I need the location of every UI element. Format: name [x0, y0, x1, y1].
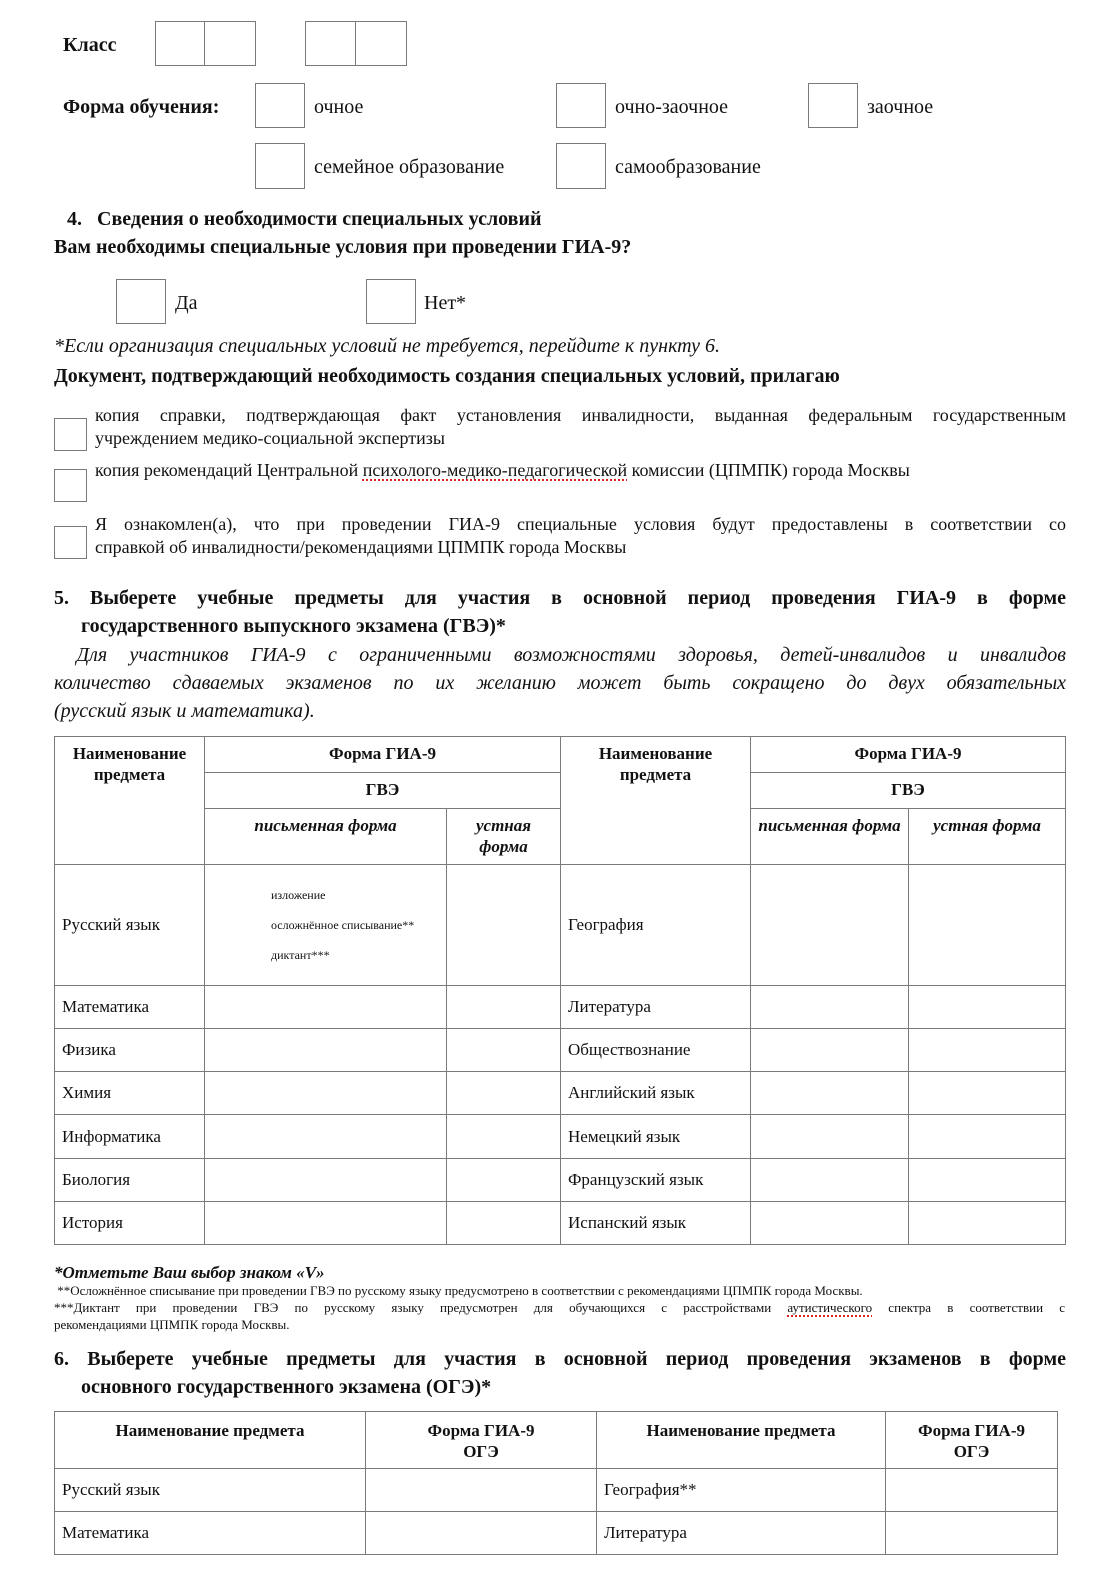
study-form-extramural-label: заочное [867, 96, 934, 118]
class-digit-1-box[interactable] [155, 21, 206, 66]
russian-option-complicated-copying[interactable]: осложнённое списывание** [271, 918, 415, 932]
section4-note: *Если организация специальных условий не требуется, перейдите к пункту 6. [54, 335, 720, 357]
special-conditions-no-checkbox[interactable] [366, 279, 416, 324]
oral-cell[interactable] [447, 1115, 561, 1159]
subject-name: География [561, 865, 751, 986]
written-cell[interactable] [205, 1115, 447, 1159]
table-row [55, 865, 1066, 986]
oral-cell[interactable] [447, 986, 561, 1029]
oge-header-form-left: Форма ГИА-9 ОГЭ [366, 1412, 597, 1469]
doc-cpmpk-recommendations-label: копия рекомендаций Центральной психолого-медико-педагогической комиссии (ЦПМПК) города Москвы [95, 460, 910, 480]
subject-name: Химия [55, 1072, 205, 1115]
study-form-parttime-checkbox[interactable] [556, 83, 606, 128]
oral-cell[interactable] [447, 1202, 561, 1245]
table-row [55, 1115, 1066, 1159]
section5-note-line3: (русский язык и математика). [54, 700, 315, 722]
oral-cell[interactable] [909, 986, 1066, 1029]
class-digit-2-box[interactable] [204, 21, 256, 66]
subject-name: Английский язык [561, 1072, 751, 1115]
gve-header-form-left: Форма ГИА-9 [205, 737, 561, 773]
russian-option-exposition[interactable]: изложение [271, 888, 326, 902]
acknowledgement-line2: справкой об инвалидности/рекомендациями ЦПМПК города Москвы [95, 537, 627, 557]
section5-note-line1: Для участников ГИА-9 с ограниченными возможностями здоровья, детей-инвалидов и инвалидов [54, 644, 1066, 666]
written-cell[interactable] [751, 865, 909, 986]
gve-header-oral-left: устная форма [447, 809, 561, 865]
subject-name: Биология [55, 1159, 205, 1202]
russian-option-dictation[interactable]: диктант*** [271, 948, 330, 962]
section4-question: Вам необходимы специальные условия при проведении ГИА-9? [54, 236, 632, 258]
gve-header-gve-left: ГВЭ [205, 773, 561, 809]
section5-note-line2: количество сдаваемых экзаменов по их желанию может быть сокращено до двух обязательных [54, 672, 1066, 694]
written-cell[interactable] [205, 1072, 447, 1115]
class-letter-2-box[interactable] [355, 21, 407, 66]
section6-title-line2: основного государственного экзамена (ОГЭ)* [81, 1376, 492, 1398]
section5-title-line2: государственного выпускного экзамена (ГВЭ)* [81, 615, 506, 637]
subject-name: Физика [55, 1029, 205, 1072]
russian-written-cell[interactable] [205, 865, 447, 986]
acknowledgement-line1: Я ознакомлен(а), что при проведении ГИА-9 специальные условия будут предоставлены в соответствии со [95, 514, 1066, 534]
subject-name: Обществознание [561, 1029, 751, 1072]
gve-header-subject-right: Наименование предмета [561, 737, 751, 865]
study-form-fulltime-checkbox[interactable] [255, 83, 305, 128]
study-form-family-label: семейное образование [314, 156, 505, 178]
table-row [55, 986, 1066, 1029]
gve-subjects-table [54, 736, 1066, 1245]
table-row [55, 1159, 1066, 1202]
special-conditions-yes-checkbox[interactable] [116, 279, 166, 324]
oral-cell[interactable] [447, 1072, 561, 1115]
written-cell[interactable] [751, 1202, 909, 1245]
subject-name: История [55, 1202, 205, 1245]
study-form-fulltime-label: очное [314, 96, 364, 118]
study-form-extramural-checkbox[interactable] [808, 83, 858, 128]
oge-header-subject-right: Наименование предмета [597, 1412, 886, 1469]
doc-cpmpk-recommendations-checkbox[interactable] [54, 469, 87, 502]
oral-cell[interactable] [447, 1029, 561, 1072]
gve-header-written-left: письменная форма [205, 809, 447, 865]
table-row [55, 1029, 1066, 1072]
table-row [55, 1512, 1058, 1555]
subject-name: Немецкий язык [561, 1115, 751, 1159]
oral-cell[interactable] [909, 1159, 1066, 1202]
written-cell[interactable] [751, 986, 909, 1029]
oge-cell[interactable] [886, 1469, 1058, 1512]
table-row [55, 1072, 1066, 1115]
subject-name: Русский язык [55, 865, 205, 986]
oge-header-subject-left: Наименование предмета [55, 1412, 366, 1469]
footnote-dictation-line1: ***Диктант при проведении ГВЭ по русскому языку предусмотрен для обучающихся с расстройствами аутистического спектра в соответствии с [54, 1300, 1065, 1315]
oge-header-form-right: Форма ГИА-9 ОГЭ [886, 1412, 1058, 1469]
oral-cell[interactable] [909, 1115, 1066, 1159]
subject-name: Литература [597, 1512, 886, 1555]
class-label: Класс [63, 34, 117, 56]
oral-cell[interactable] [909, 1029, 1066, 1072]
subject-name: Испанский язык [561, 1202, 751, 1245]
written-cell[interactable] [205, 1029, 447, 1072]
docs-heading: Документ, подтверждающий необходимость создания специальных условий, прилагаю [54, 365, 840, 387]
written-cell[interactable] [205, 1202, 447, 1245]
written-cell[interactable] [751, 1072, 909, 1115]
oge-subjects-table [54, 1411, 1058, 1555]
section6-title-line1: 6. Выберете учебные предметы для участия в основной период проведения экзаменов в форме [54, 1348, 1066, 1370]
gve-header-written-right: письменная форма [751, 809, 909, 865]
doc-disability-certificate-line1: копия справки, подтверждающая факт установления инвалидности, выданная федеральным государственным [95, 405, 1066, 425]
study-form-label: Форма обучения: [63, 96, 220, 118]
oral-cell[interactable] [447, 1159, 561, 1202]
oge-cell[interactable] [366, 1469, 597, 1512]
subject-name: Математика [55, 1512, 366, 1555]
subject-name: Математика [55, 986, 205, 1029]
written-cell[interactable] [751, 1159, 909, 1202]
gve-header-subject-left: Наименование предмета [55, 737, 205, 865]
study-form-self-label: самообразование [615, 156, 761, 178]
oral-cell[interactable] [909, 865, 1066, 986]
footnote-mark-choice: *Отметьте Ваш выбор знаком «V» [54, 1263, 325, 1282]
doc-disability-certificate-checkbox[interactable] [54, 418, 87, 451]
section4-title: 4. Сведения о необходимости специальных условий [67, 208, 542, 230]
oge-cell[interactable] [366, 1512, 597, 1555]
acknowledgement-checkbox[interactable] [54, 526, 87, 559]
footnote-complicated-copying: **Осложнённое списывание при проведении ГВЭ по русскому языку предусмотрено в соответствии с рекомендациями ЦПМПК города Москвы. [54, 1283, 863, 1298]
subject-name: География** [597, 1469, 886, 1512]
section5-title-line1: 5. Выберете учебные предметы для участия в основной период проведения ГИА-9 в форме [54, 587, 1066, 609]
written-cell[interactable] [751, 1115, 909, 1159]
doc-disability-certificate-line2: учреждением медико-социальной экспертизы [95, 428, 445, 448]
footnote-dictation-line2: рекомендациями ЦПМПК города Москвы. [54, 1317, 290, 1332]
subject-name: Русский язык [55, 1469, 366, 1512]
oral-cell[interactable] [909, 1072, 1066, 1115]
table-row [55, 1202, 1066, 1245]
gve-header-oral-right: устная форма [909, 809, 1066, 865]
special-conditions-yes-label: Да [175, 292, 198, 314]
class-letter-1-box[interactable] [305, 21, 357, 66]
study-form-family-checkbox[interactable] [255, 143, 305, 189]
written-cell[interactable] [205, 1159, 447, 1202]
subject-name: Информатика [55, 1115, 205, 1159]
special-conditions-no-label: Нет* [424, 292, 467, 314]
oral-cell[interactable] [447, 865, 561, 986]
study-form-self-checkbox[interactable] [556, 143, 606, 189]
study-form-parttime-label: очно-заочное [615, 96, 729, 118]
oral-cell[interactable] [909, 1202, 1066, 1245]
subject-name: Литература [561, 986, 751, 1029]
subject-name: Французский язык [561, 1159, 751, 1202]
written-cell[interactable] [751, 1029, 909, 1072]
gve-header-gve-right: ГВЭ [751, 773, 1066, 809]
written-cell[interactable] [205, 986, 447, 1029]
table-row [55, 1469, 1058, 1512]
oge-cell[interactable] [886, 1512, 1058, 1555]
gve-header-form-right: Форма ГИА-9 [751, 737, 1066, 773]
